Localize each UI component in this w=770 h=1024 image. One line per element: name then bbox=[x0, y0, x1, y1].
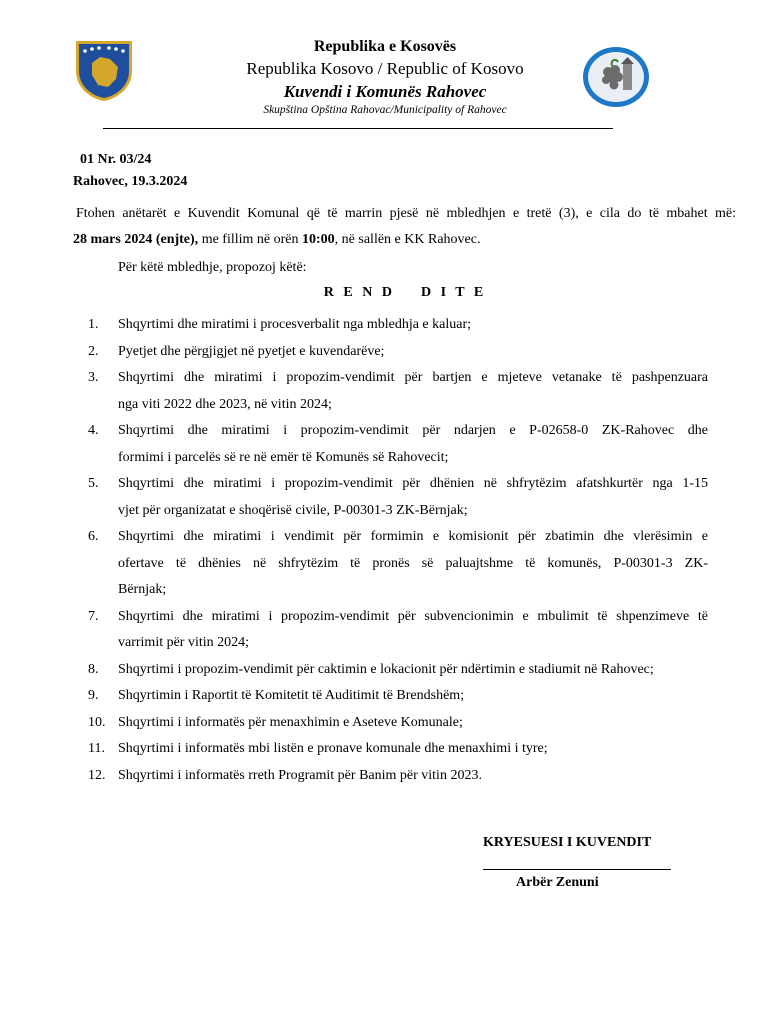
country-name-serbian-english: Republika Kosovo / Republic of Kosovo bbox=[246, 59, 524, 78]
agenda-item-continuation: nga viti 2022 dhe 2023, në vitin 2024; bbox=[118, 396, 332, 412]
assembly-name-serbian-english: Skupština Opština Rahovac/Municipality of Rahovec bbox=[263, 104, 507, 116]
invitation-text: Ftohen anëtarët e Kuvendit Komunal që të marrin pjesë në mbledhjen e tretë (3), e cila do të mbahet më: bbox=[76, 206, 736, 221]
agenda-item-text: Shqyrtimi dhe miratimi i vendimit për formimin e komisionit për zbatimin dhe vlerësimin e bbox=[118, 529, 708, 544]
proposal-text: Për këtë mbledhje, propozoj këtë: bbox=[118, 260, 307, 275]
agenda-item bbox=[88, 736, 708, 763]
agenda-item-number: 2. bbox=[88, 343, 99, 359]
agenda-item-text: Shqyrtimi dhe miratimi i procesverbalit nga mbledhja e kaluar; bbox=[118, 317, 472, 332]
agenda-title: R E N D D I T E bbox=[323, 285, 487, 300]
place-date: Rahovec, 19.3.2024 bbox=[73, 174, 188, 189]
agenda-item-text: Shqyrtimin i Raportit të Komitetit të Auditimit të Brendshëm; bbox=[118, 688, 465, 703]
agenda-item bbox=[88, 471, 708, 524]
agenda-item bbox=[88, 763, 708, 790]
agenda-item-number: 7. bbox=[88, 608, 99, 624]
meeting-date: 28 mars 2024 (enjte), bbox=[73, 232, 199, 247]
agenda-item-number: 1. bbox=[88, 317, 99, 332]
agenda-item-continuation: formimi i parcelës së re në emër të Komunës së Rahovecit; bbox=[118, 449, 449, 465]
agenda-item bbox=[88, 710, 708, 737]
agenda-item-text: Shqyrtimi i informatës për menaxhimin e Aseteve Komunale; bbox=[118, 714, 463, 730]
agenda-item-number: 6. bbox=[88, 529, 99, 544]
agenda-item bbox=[88, 683, 708, 710]
agenda-item-continuation: varrimit për vitin 2024; bbox=[118, 635, 250, 650]
agenda-item-text: Shqyrtimi dhe miratimi i propozim-vendimit për bartjen e mjeteve vetanake të pashpenzuara bbox=[118, 370, 708, 385]
agenda-item bbox=[88, 657, 708, 684]
agenda-item bbox=[88, 418, 708, 471]
agenda-item-text: Shqyrtimi dhe miratimi i propozim-vendimit për subvencionimin e mbulimit të shpenzimeve të bbox=[118, 608, 708, 624]
country-name-albanian: Republika e Kosovës bbox=[313, 38, 457, 55]
meeting-time: 10:00 bbox=[302, 232, 335, 247]
agenda-item-number: 8. bbox=[88, 661, 99, 677]
agenda-list bbox=[88, 312, 708, 789]
agenda-item-text: Shqyrtimi i informatës mbi listën e pronave komunale dhe menaxhimi i tyre; bbox=[118, 741, 548, 756]
agenda-item-text: Pyetjet dhe përgjigjet në pyetjet e kuvendarëve; bbox=[118, 343, 385, 359]
agenda-item-number: 10. bbox=[88, 714, 106, 730]
agenda-item-number: 5. bbox=[88, 476, 99, 491]
agenda-item-number: 3. bbox=[88, 370, 99, 385]
signer-name: Arbër Zenuni bbox=[516, 875, 599, 890]
agenda-item-text: Shqyrtimi dhe miratimi i propozim-vendimit për ndarjen e P-02658-0 ZK-Rahovec dhe bbox=[118, 423, 708, 438]
document-reference: 01 Nr. 03/24 bbox=[80, 152, 152, 167]
assembly-name: Kuvendi i Komunës Rahovec bbox=[283, 82, 487, 101]
agenda-item bbox=[88, 339, 708, 366]
agenda-item bbox=[88, 365, 708, 418]
agenda-item bbox=[88, 312, 708, 339]
agenda-item-text: Shqyrtimi i informatës rreth Programit për Banim për vitin 2023. bbox=[118, 767, 482, 783]
header-divider bbox=[103, 128, 613, 129]
agenda-item-number: 11. bbox=[88, 741, 105, 756]
agenda-item-text: Shqyrtimi dhe miratimi i propozim-vendimit për dhënien në shfrytëzim afatshkurtër nga 1-15 bbox=[118, 476, 708, 491]
agenda-item-continuation: ofertave të dhënies në shfrytëzim të pronës së paluajtshme të komunës, P-00301-3 ZK- bbox=[118, 555, 708, 571]
kosovo-emblem-icon bbox=[72, 37, 136, 103]
meeting-location: , në sallën e KK Rahovec. bbox=[334, 232, 481, 247]
agenda-item-number: 9. bbox=[88, 688, 99, 703]
meeting-details bbox=[73, 232, 480, 248]
agenda-item-number: 12. bbox=[88, 767, 106, 783]
signature-line bbox=[483, 869, 671, 870]
signer-title: KRYESUESI I KUVENDIT bbox=[483, 835, 652, 850]
agenda-item-continuation: vjet për organizatat e shoqërisë civile, P-00301-3 ZK-Bërnjak; bbox=[118, 502, 468, 518]
agenda-item bbox=[88, 604, 708, 657]
agenda-item bbox=[88, 524, 708, 604]
meeting-mid: me fillim në orën bbox=[198, 232, 302, 247]
agenda-item-continuation: Bërnjak; bbox=[118, 582, 167, 597]
agenda-item-number: 4. bbox=[88, 423, 99, 438]
agenda-item-text: Shqyrtimi i propozim-vendimit për caktimin e lokacionit për ndërtimin e stadiumit në Rahovec; bbox=[118, 661, 654, 677]
